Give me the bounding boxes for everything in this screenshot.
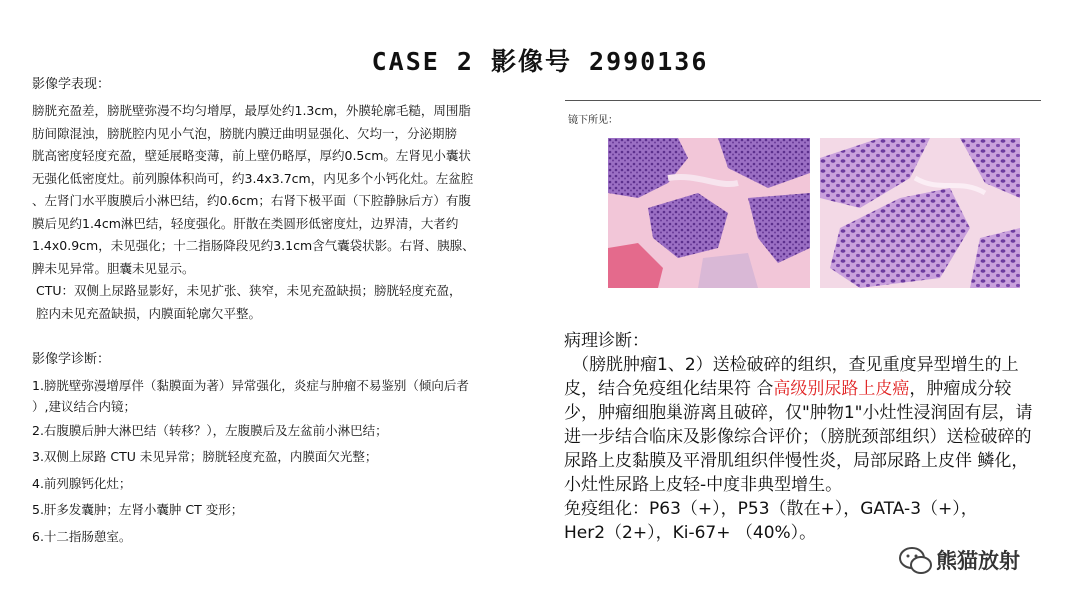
pathology-section [564,329,1044,545]
page-title: CASE 2 影像号 2990136 [371,47,709,76]
pathology-text-before: （膀胱肿瘤1、2）送检破碎的组织，查见重度异型增生的上皮，结合免疫组化结果符 合 [564,355,1019,399]
list-item: ）,建议结合内镜； [32,398,136,414]
pathology-heading: 病理诊断： [564,331,649,351]
left-column [32,76,552,550]
findings-line: 膜后见约1.4cm淋巴结，轻度强化。肝散在类圆形低密度灶，边界清，大者约 [32,215,459,231]
findings-line: 无强化低密度灶。前列腺体积尚可，约3.4x3.7cm，内见多个小钙化灶。左盆腔 [32,170,474,186]
ctu-line: CTU：双侧上尿路显影好，未见扩张、狭窄，未见充盈缺损；膀胱轻度充盈， [36,283,462,298]
imaging-diagnosis-heading: 影像学诊断： [32,352,111,367]
list-item: 6.十二指肠憩室。 [32,528,132,544]
findings-line: 脾未见异常。胆囊未见显示。 [32,260,195,276]
findings-line: 胱高密度轻度充盈，壁延展略变薄，前上壁仍略厚，厚约0.5cm。左肾见小囊状 [32,148,471,163]
imaging-findings-heading: 影像学表现： [32,77,111,92]
divider [565,100,1041,101]
findings-line: 肪间隙混浊，膀胱腔内见小气泡，膀胱内膜迂曲明显强化、欠均一，分泌期膀 [32,125,458,141]
list-item: 3.双侧上尿路 CTU 未见异常；膀胱轻度充盈，内膜面欠光整； [32,449,378,464]
list-item: 2.右腹膜后肿大淋巴结（转移？），左腹膜后及左盆前小淋巴结； [32,422,388,438]
list-item: 1.膀胱壁弥漫增厚伴（黏膜面为著）异常强化，炎症与肿瘤不易鉴别（倾向后者 [32,378,469,393]
histology-image-high-power [820,138,1020,288]
microscopy-label: 镜下所见： [568,115,618,126]
findings-line: 1.4x0.9cm，未见强化；十二指肠降段见约3.1cm含气囊袋状影。右肾、胰腺、 [32,238,475,253]
pathology-text [564,353,1044,497]
findings-line: 膀胱充盈差，膀胱壁弥漫不均匀增厚，最厚处约1.3cm，外膜轮廓毛糙，周围脂 [32,103,471,118]
findings-line: 、左肾门水平腹膜后小淋巴结，约0.6cm；右肾下极平面（下腔静脉后方）有腹 [32,193,471,208]
ihc-line-1: 免疫组化：P63（+），P53（散在+），GATA-3（+）， [564,499,978,519]
list-item: 4.前列腺钙化灶； [32,475,132,491]
wechat-icon [896,541,936,581]
pathology-text-after: ，肿瘤成分较少，肿瘤细胞巢游离且破碎，仅"肿物1"小灶性浸润固有层，请进一步结合临床及影像综合评价；（膀胱颈部组织）送检破碎的尿路上皮黏膜及平滑肌组织伴慢性炎，局部尿路上皮伴 鳞化，小灶性尿路上皮轻-中度非典型增生。 [564,379,1033,495]
watermark-text: 熊猫放射 [936,549,1020,573]
list-item: 5.肝多发囊肿；左肾小囊肿 CT 变形； [32,502,244,517]
ctu-line: 腔内未见充盈缺损，内膜面轮廓欠平整。 [36,305,262,321]
histology-image-low-power [608,138,810,288]
ihc-line-2: Her2（2+），Ki-67+ （40%）。 [564,523,817,543]
pathology-highlight: 高级别尿路上皮癌 [773,379,910,399]
diagnosis-list [32,373,552,550]
